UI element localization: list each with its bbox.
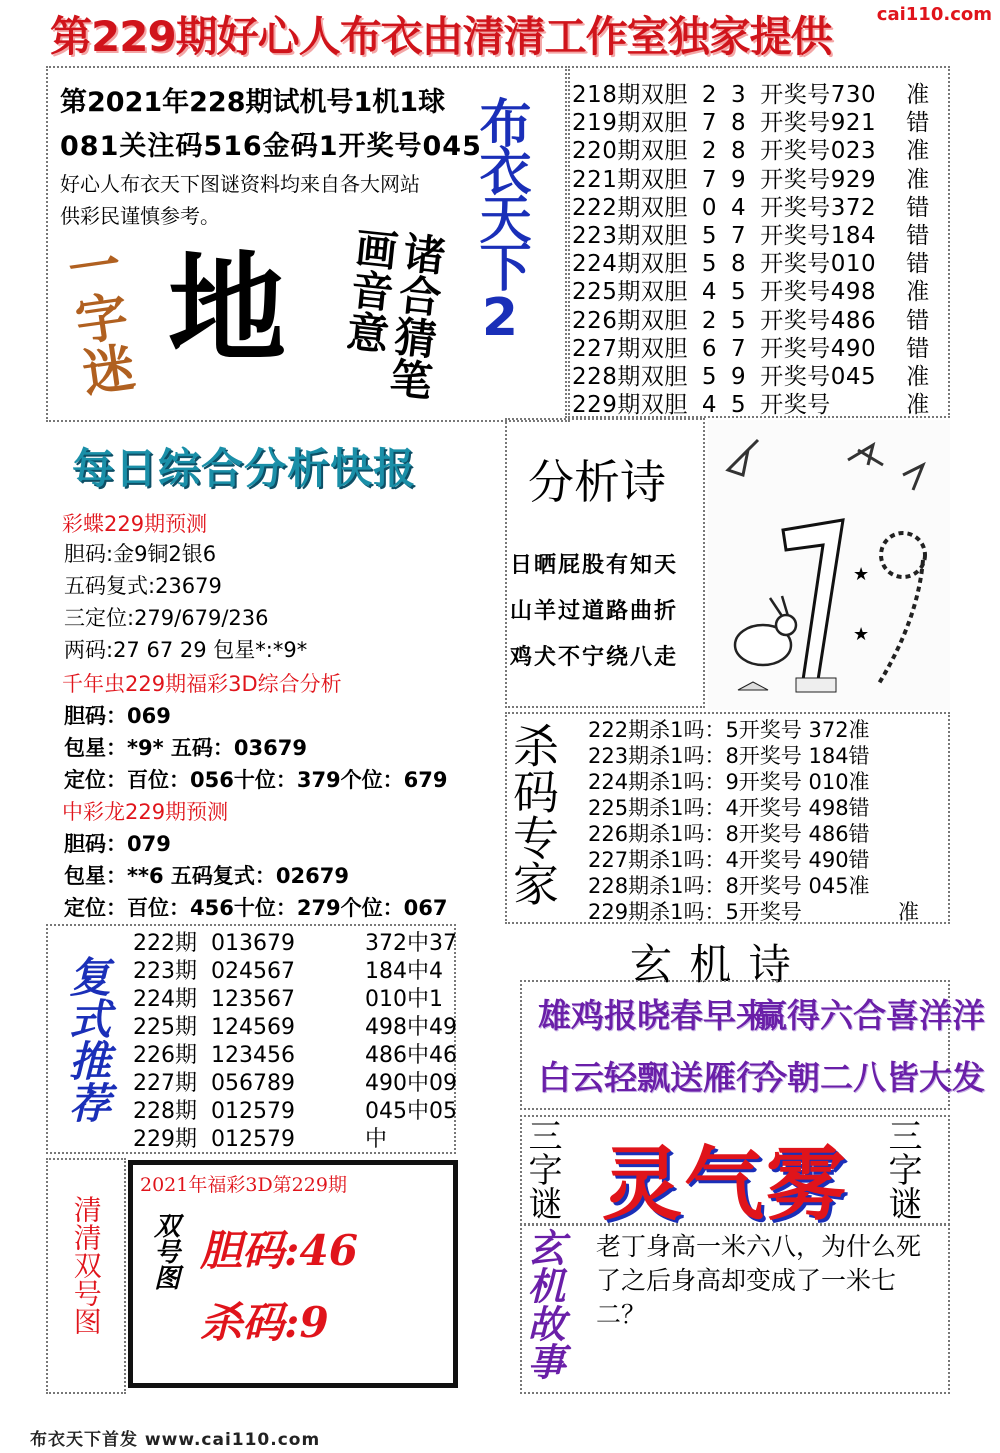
zcl-line: 包星：**6 五码复式：02679 (64, 864, 349, 888)
fushi-code: 123567 (211, 987, 295, 1012)
site-watermark: cai110.com (876, 4, 992, 25)
brand-vertical: 布衣天下2 (470, 96, 530, 344)
riddle-one-label: 一字迷 (55, 236, 137, 400)
trial-note-2: 供彩民谨慎参考。 (60, 204, 220, 228)
history-result: 开奖号010 (760, 251, 877, 278)
fushi-code: 056789 (211, 1071, 295, 1096)
fushi-result: 486中46 (365, 1043, 457, 1068)
history-period: 221期双胆 (572, 166, 688, 193)
history-digit: 5 (731, 307, 747, 334)
history-digit: 2 (701, 82, 718, 108)
kill-code-label: 杀码专家 (506, 722, 560, 906)
fushi-result: 中 (365, 1127, 388, 1152)
star-icon: ★ (853, 624, 870, 645)
history-result: 开奖号498 (760, 279, 877, 306)
history-digit: 6 (701, 335, 718, 362)
kill-code-row: 224期杀1吗：9开奖号 010准 (588, 770, 870, 794)
history-digit: 7 (731, 223, 747, 249)
fushi-row (133, 1010, 457, 1041)
history-digit: 5 (701, 251, 718, 278)
kill-code-row: 222期杀1吗：5开奖号 372准 (588, 718, 870, 742)
qnc-title: 千年虫229期福彩3D综合分析 (62, 672, 342, 696)
riddle-one-main: 地 (168, 239, 287, 378)
fushi-row (133, 982, 443, 1013)
fushi-row (133, 1122, 387, 1153)
history-digit: 9 (731, 166, 747, 193)
double-chart-sha: 杀码:9 (200, 1298, 329, 1347)
history-period: 225期双胆 (572, 279, 688, 306)
kill-code-row: 225期杀1吗：4开奖号 498错 (588, 796, 870, 820)
caidie-line: 胆码:金9铜2银6 (64, 542, 217, 566)
analysis-poem-title: 分析诗 (528, 455, 666, 509)
double-chart-tag: 双号图 (149, 1212, 180, 1290)
history-digit: 7 (701, 166, 718, 193)
fushi-code: 012579 (211, 1099, 295, 1124)
history-period: 229期双胆 (572, 392, 688, 419)
fushi-row (133, 954, 443, 985)
history-result: 开奖号 (760, 392, 831, 419)
history-digit: 5 (701, 223, 718, 249)
caidie-title: 彩蝶229期预测 (62, 512, 208, 536)
kill-code-row: 229期杀1吗：5开奖号 (588, 900, 802, 924)
fushi-period: 229期 (133, 1127, 197, 1152)
history-digit: 7 (731, 335, 747, 362)
zcl-line: 定位：百位：456十位：279个位：067 (64, 896, 448, 920)
double-chart-side-label: 清清双号图 (69, 1195, 103, 1335)
qnc-line: 定位：百位：056十位：379个位：679 (64, 768, 448, 792)
star-icon: ★ (853, 564, 870, 585)
page-title: 第229期好心人布衣由清清工作室独家提供 (50, 12, 832, 58)
riddle-one-hint (308, 222, 447, 424)
xuanji-poem-line: 今朝二八皆大发 (754, 1058, 985, 1097)
fushi-code: 123456 (211, 1043, 295, 1068)
history-status: 错 (906, 194, 930, 221)
three-riddle-label-right: 三字谜 (882, 1118, 922, 1220)
analysis-poem-line: 鸡犬不宁绕八走 (510, 645, 679, 670)
qnc-line: 包星：*9* 五码：03679 (64, 736, 307, 760)
fushi-period: 225期 (133, 1015, 197, 1040)
xuanji-poem-line: 赢得六合喜洋洋 (754, 996, 985, 1035)
history-digit: 7 (701, 110, 718, 137)
history-result: 开奖号023 (760, 138, 877, 165)
history-result: 开奖号184 (760, 223, 877, 249)
history-digit: 8 (731, 138, 747, 165)
fushi-period: 227期 (133, 1071, 197, 1096)
fushi-period: 226期 (133, 1043, 197, 1068)
zcl-title: 中彩龙229期预测 (62, 800, 229, 824)
history-status: 错 (906, 110, 930, 137)
history-digit: 5 (701, 364, 718, 390)
fushi-result: 045中05 (365, 1099, 457, 1124)
riddle-one-hint-text: 诸合猜笔画音意 (338, 224, 449, 402)
history-digit: 8 (731, 251, 747, 278)
xuanji-poem-title: 玄 机 诗 (630, 940, 793, 989)
three-riddle-label-left: 三字谜 (522, 1118, 562, 1220)
history-period: 218期双胆 (572, 82, 688, 108)
history-digit: 3 (731, 82, 747, 108)
trial-line-2: 081关注码516金码1开奖号045 (60, 131, 482, 162)
caidie-line: 五码复式:23679 (64, 574, 222, 598)
history-status: 错 (906, 223, 930, 249)
caidie-line: 三定位:279/679/236 (64, 606, 269, 630)
history-period: 226期双胆 (572, 307, 688, 334)
caidie-line: 两码:27 67 29 包星*:*9* (64, 638, 308, 662)
history-digit: 4 (701, 392, 718, 419)
history-digit: 8 (731, 110, 747, 137)
history-period: 219期双胆 (572, 110, 688, 137)
history-result: 开奖号372 (760, 194, 877, 221)
history-status: 错 (906, 251, 930, 278)
history-status: 准 (906, 392, 930, 419)
kill-code-row: 227期杀1吗：4开奖号 490错 (588, 848, 870, 872)
history-digit: 0 (701, 194, 718, 221)
history-result: 开奖号490 (760, 335, 877, 362)
history-period: 223期双胆 (572, 223, 688, 249)
history-status: 错 (906, 335, 930, 362)
fushi-label: 复式推荐 (63, 955, 112, 1123)
history-result: 开奖号929 (760, 166, 877, 193)
history-period: 227期双胆 (572, 335, 688, 362)
history-period: 220期双胆 (572, 138, 688, 165)
history-result: 开奖号045 (760, 364, 877, 390)
history-result: 开奖号730 (760, 82, 877, 108)
history-digit: 2 (701, 138, 718, 165)
fushi-code: 024567 (211, 959, 295, 984)
fushi-code: 012579 (211, 1127, 295, 1152)
footer-text: 布衣天下首发 www.cai110.com (30, 1430, 321, 1450)
fushi-period: 223期 (133, 959, 197, 984)
xuanji-poem-line: 雄鸡报晓春早来 (538, 996, 769, 1035)
fushi-period: 228期 (133, 1099, 197, 1124)
history-status: 准 (906, 364, 930, 390)
kill-code-row: 223期杀1吗：8开奖号 184错 (588, 744, 870, 768)
history-period: 228期双胆 (572, 364, 688, 390)
history-period: 222期双胆 (572, 194, 688, 221)
kill-code-row: 226期杀1吗：8开奖号 486错 (588, 822, 870, 846)
double-chart-dan: 胆码:46 (200, 1226, 358, 1275)
history-result: 开奖号921 (760, 110, 877, 137)
analysis-poem-line: 山羊过道路曲折 (510, 599, 679, 624)
history-digit: 5 (731, 392, 747, 419)
history-digit: 2 (701, 307, 718, 334)
fushi-row (133, 1094, 457, 1125)
history-status: 准 (906, 82, 930, 108)
fushi-row (133, 1066, 457, 1097)
trial-note-1: 好心人布衣天下图谜资料均来自各大网站 (60, 172, 420, 196)
history-status: 准 (906, 166, 930, 193)
history-digit: 4 (731, 194, 747, 221)
fushi-period: 224期 (133, 987, 197, 1012)
number-seven-illustration (708, 420, 950, 710)
kill-code-row: 228期杀1吗：8开奖号 045准 (588, 874, 870, 898)
history-row (572, 386, 930, 419)
fushi-row (133, 1038, 457, 1069)
fushi-result: 490中09 (365, 1071, 457, 1096)
history-status: 准 (906, 138, 930, 165)
fushi-code: 013679 (211, 931, 295, 956)
history-digit: 5 (731, 279, 747, 306)
history-period: 224期双胆 (572, 251, 688, 278)
fushi-code: 124569 (211, 1015, 295, 1040)
history-status: 准 (906, 279, 930, 306)
double-chart-head: 2021年福彩3D第229期 (140, 1174, 347, 1196)
kill-code-last-status: 准 (898, 900, 919, 924)
history-digit: 4 (701, 279, 718, 306)
story-label: 玄机故事 (521, 1228, 566, 1380)
fushi-period: 222期 (133, 931, 197, 956)
daily-banner: 每日综合分析快报 (72, 444, 417, 493)
fushi-result: 184中4 (365, 959, 443, 984)
xuanji-poem-line: 白云轻飘送雁行 (538, 1058, 769, 1097)
fushi-result: 372中37 (365, 931, 457, 956)
history-digit: 9 (731, 364, 747, 390)
qnc-line: 胆码：069 (64, 704, 171, 728)
history-result: 开奖号486 (760, 307, 877, 334)
history-status: 错 (906, 307, 930, 334)
trial-line-1: 第2021年228期试机号1机1球 (60, 87, 446, 118)
zcl-line: 胆码：079 (64, 832, 171, 856)
fushi-result: 010中1 (365, 987, 443, 1012)
story-text: 老丁身高一米六八，为什么死了之后身高却变成了一米七二？ (596, 1232, 922, 1329)
analysis-poem-line: 日晒屁股有知天 (510, 553, 679, 578)
fushi-row (133, 926, 457, 957)
fushi-result: 498中49 (365, 1015, 457, 1040)
three-riddle-main: 灵气雾 (602, 1138, 848, 1231)
